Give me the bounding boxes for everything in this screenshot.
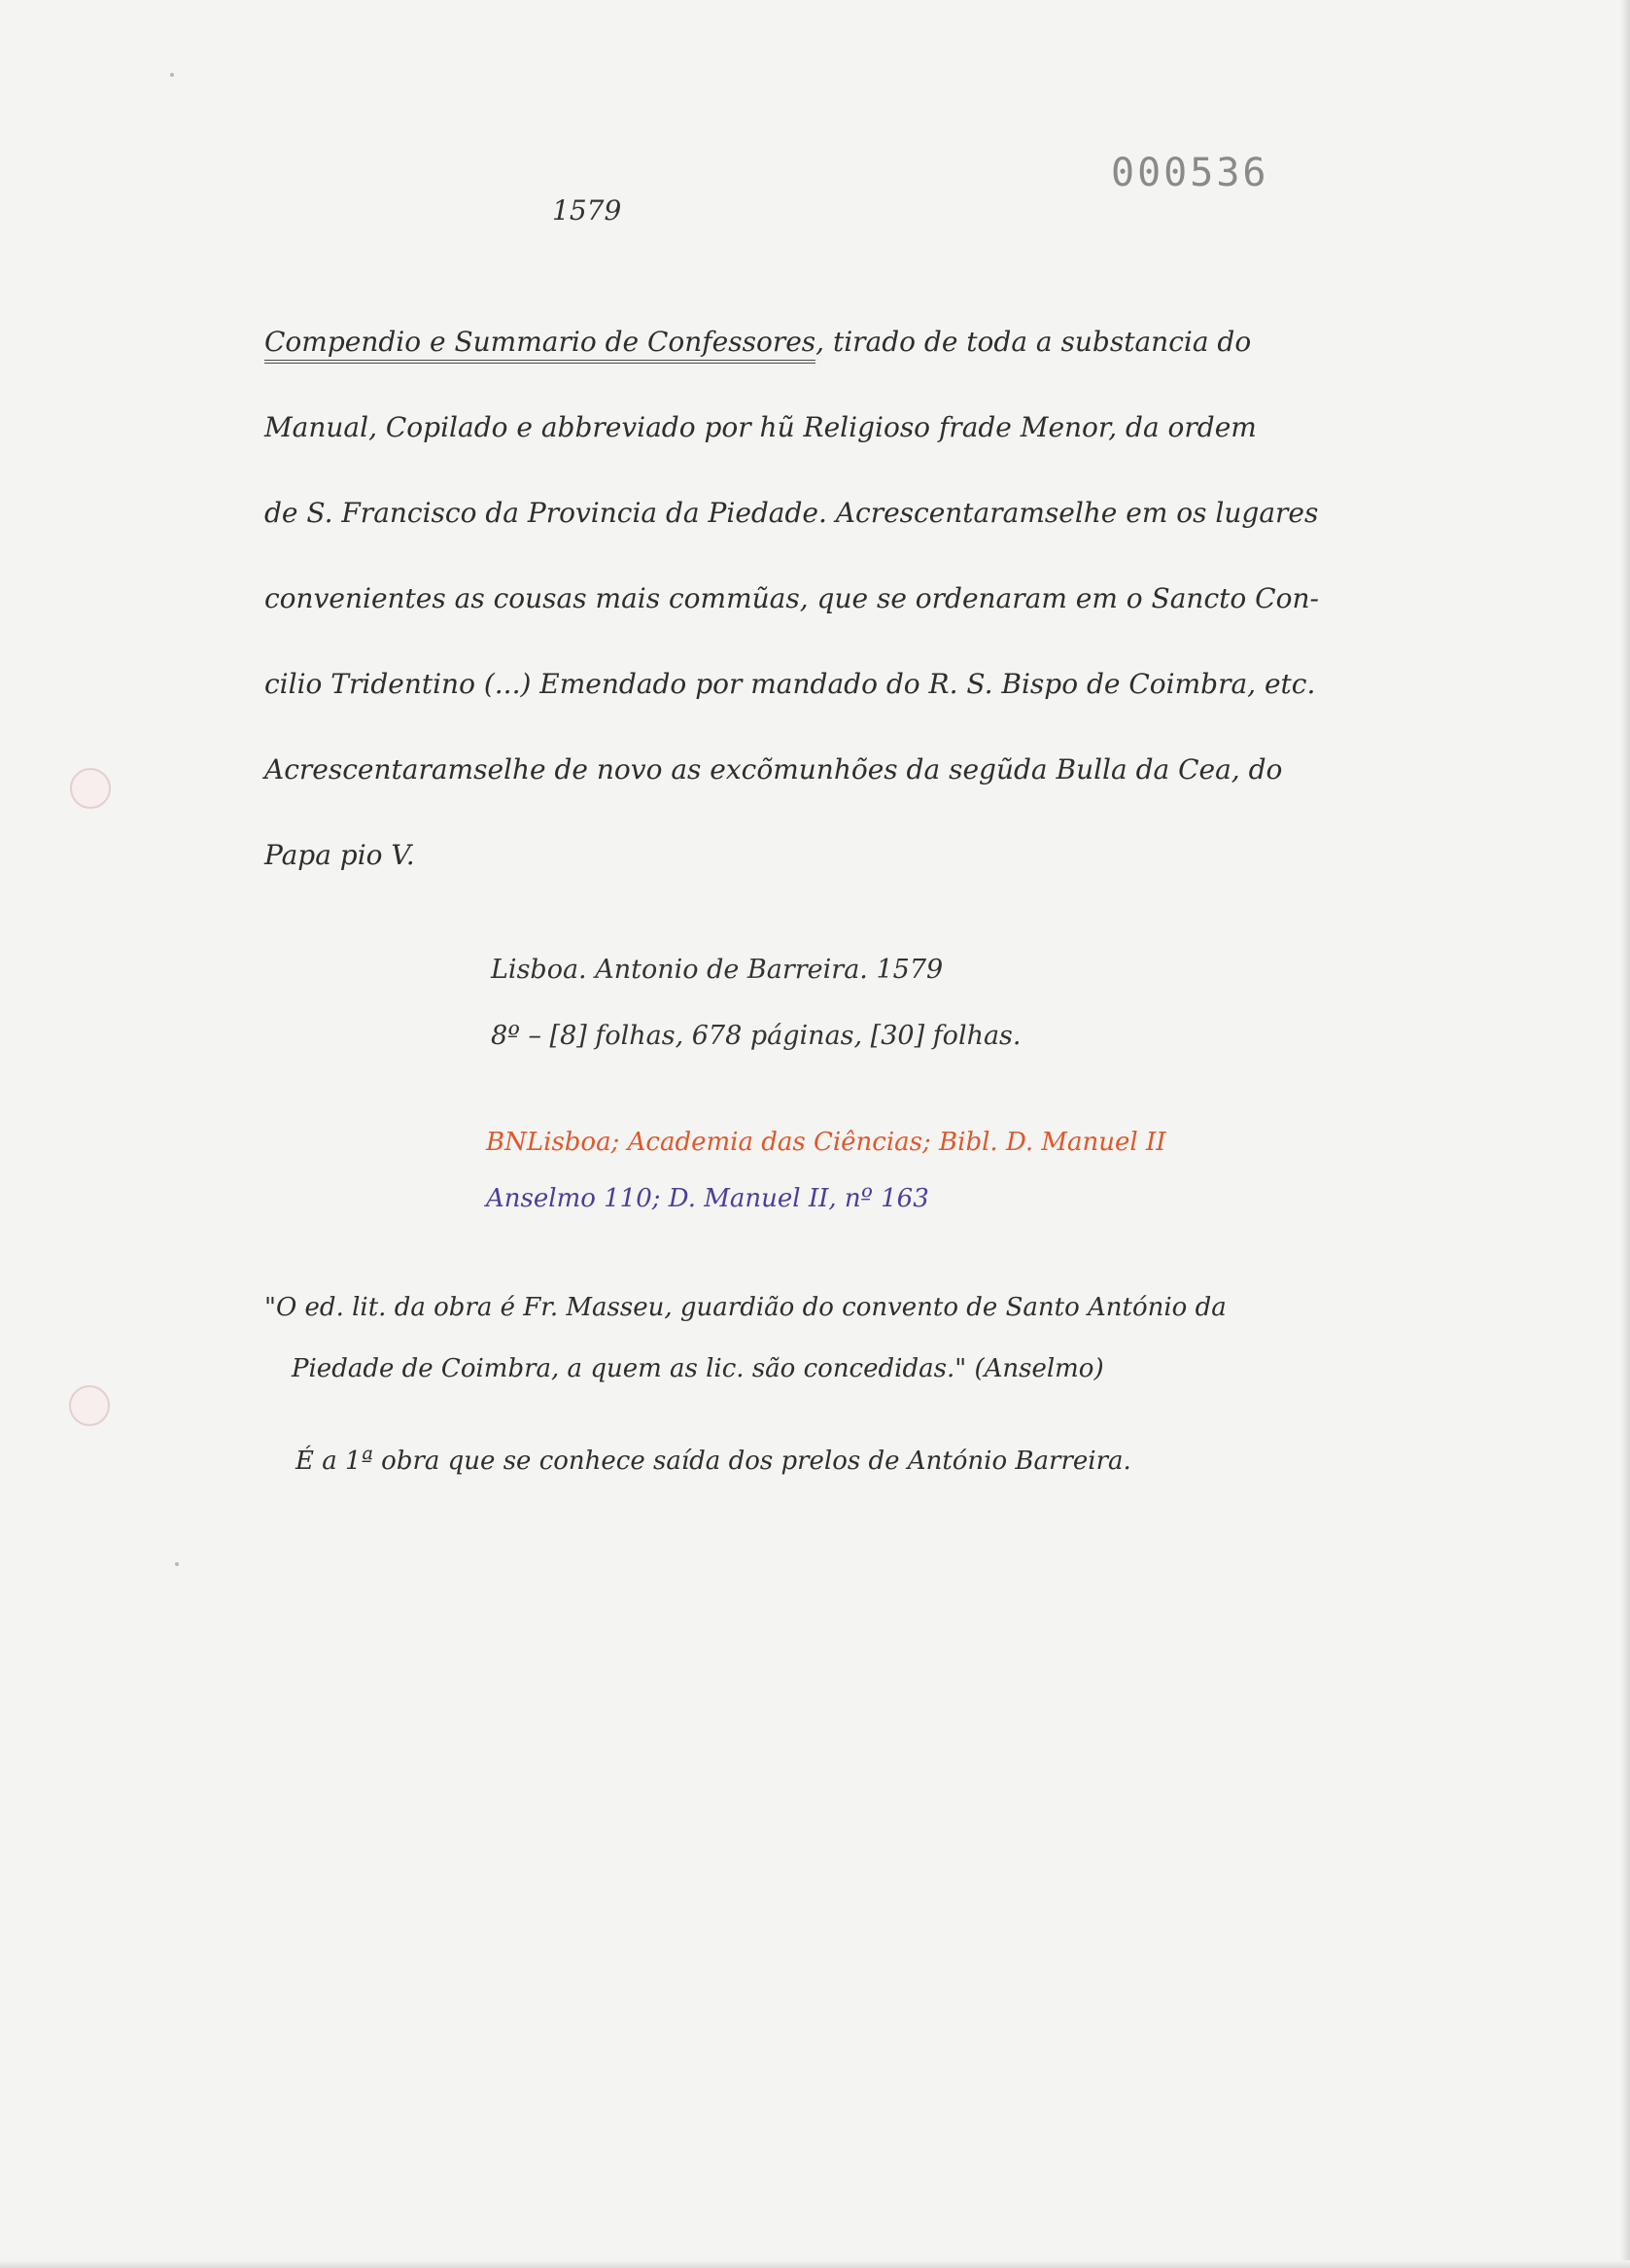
paper-speck [170,73,174,77]
paper-speck [175,1562,179,1566]
title-line-5: cilio Tridentino (...) Emendado por mandado do R. S. Bispo de Coimbra, etc. [264,668,1316,700]
title-paragraph [264,313,1557,912]
note-line-3: É a 1ª obra que se conhece saída dos prelos de António Barreira. [295,1447,1131,1476]
title-line-3: de S. Francisco da Provincia da Piedade. Acrescentaramselhe em os lugares [264,497,1319,529]
entry-year: 1579 [552,194,622,227]
holdings-line: BNLisboa; Academia das Ciências; Bibl. D. Manuel II [486,1128,1166,1157]
archive-stamp-number: 000536 [1111,151,1269,195]
title-line-7: Papa pio V. [264,839,415,871]
note-line-1: "O ed. lit. da obra é Fr. Masseu, guardião do convento de Santo António da [264,1293,1227,1322]
title-line-6: Acrescentaramselhe de novo as excõmunhões da segũda Bulla da Cea, do [264,753,1283,785]
title-line-2: Manual, Copilado e abbreviado por hũ Religioso frade Menor, da ordem [264,411,1257,443]
title-line-1-rest: , tirado de toda a substancia do [815,326,1252,358]
title-line-4: convenientes as cousas mais commũas, que se ordenaram em o Sancto Con- [264,582,1319,614]
title-line-1 [264,313,1557,399]
punch-hole-mark-upper [70,768,111,809]
page-edge-shadow-bottom [0,2260,1630,2268]
collation-line: 8º – [8] folhas, 678 páginas, [30] folhas. [491,1021,1022,1051]
note-line-2: Piedade de Coimbra, a quem as lic. são concedidas." (Anselmo) [292,1354,1104,1383]
punch-hole-mark-lower [69,1385,110,1426]
title-underlined-text: Compendio e Summario de Confessores [264,326,815,364]
page-edge-shadow-right [1620,0,1630,2268]
imprint-line: Lisboa. Antonio de Barreira. 1579 [491,955,944,985]
references-line: Anselmo 110; D. Manuel II, nº 163 [486,1184,929,1213]
